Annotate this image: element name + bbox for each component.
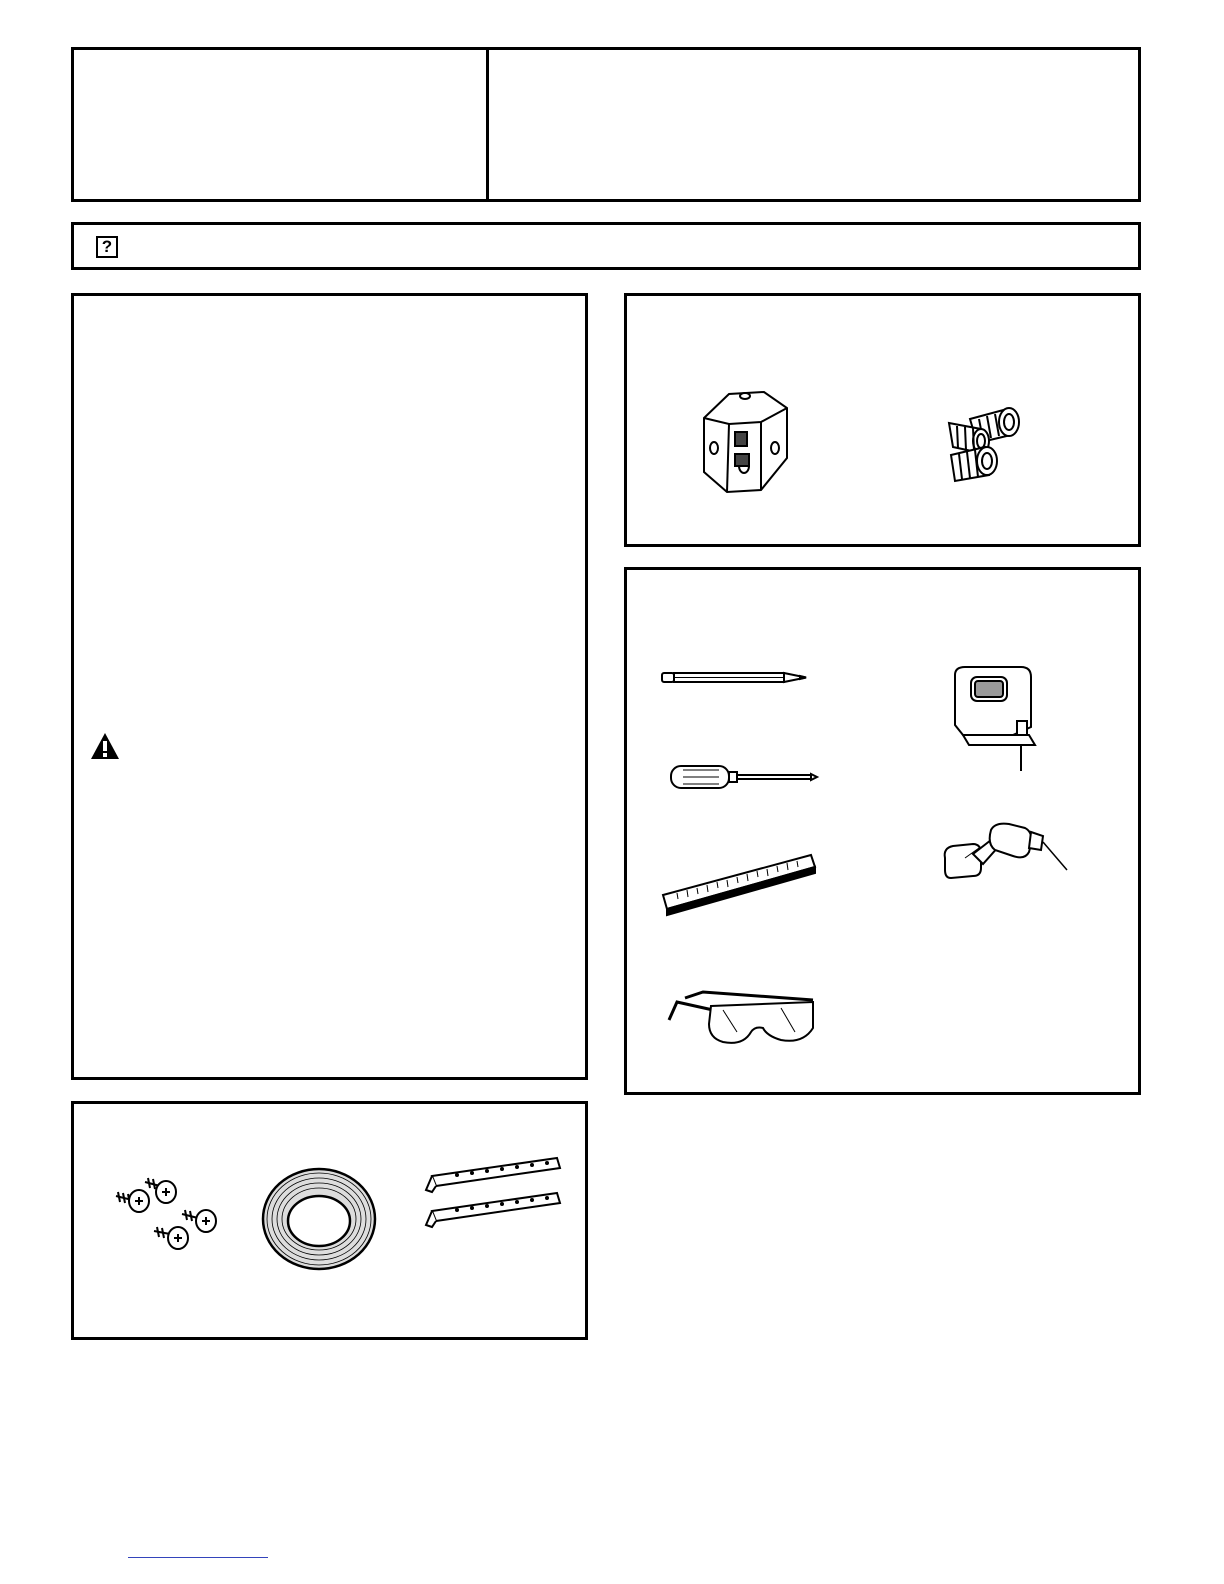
jigsaw-icon — [943, 665, 1043, 775]
help-bar — [71, 222, 1141, 270]
safety-glasses-icon — [663, 988, 823, 1053]
screws-icon — [110, 1174, 220, 1264]
mounting-brackets-icon — [422, 1154, 562, 1234]
footer-rule — [128, 1557, 268, 1558]
parts-needed-panel — [624, 293, 1141, 547]
header-table — [71, 47, 1141, 202]
junction-box-icon — [699, 388, 789, 498]
ruler-icon — [661, 853, 821, 918]
safety-panel — [71, 293, 588, 1080]
pencil-icon — [660, 668, 810, 688]
warning-triangle-icon — [90, 732, 120, 760]
power-drill-icon — [939, 818, 1069, 888]
header-divider — [486, 50, 489, 199]
tools-panel — [624, 567, 1141, 1095]
question-mark-icon: ? — [96, 236, 118, 258]
foil-tape-roll-icon — [259, 1164, 379, 1274]
screwdriver-icon — [669, 762, 819, 792]
wire-nuts-icon — [945, 401, 1035, 486]
parts-included-panel — [71, 1101, 588, 1340]
